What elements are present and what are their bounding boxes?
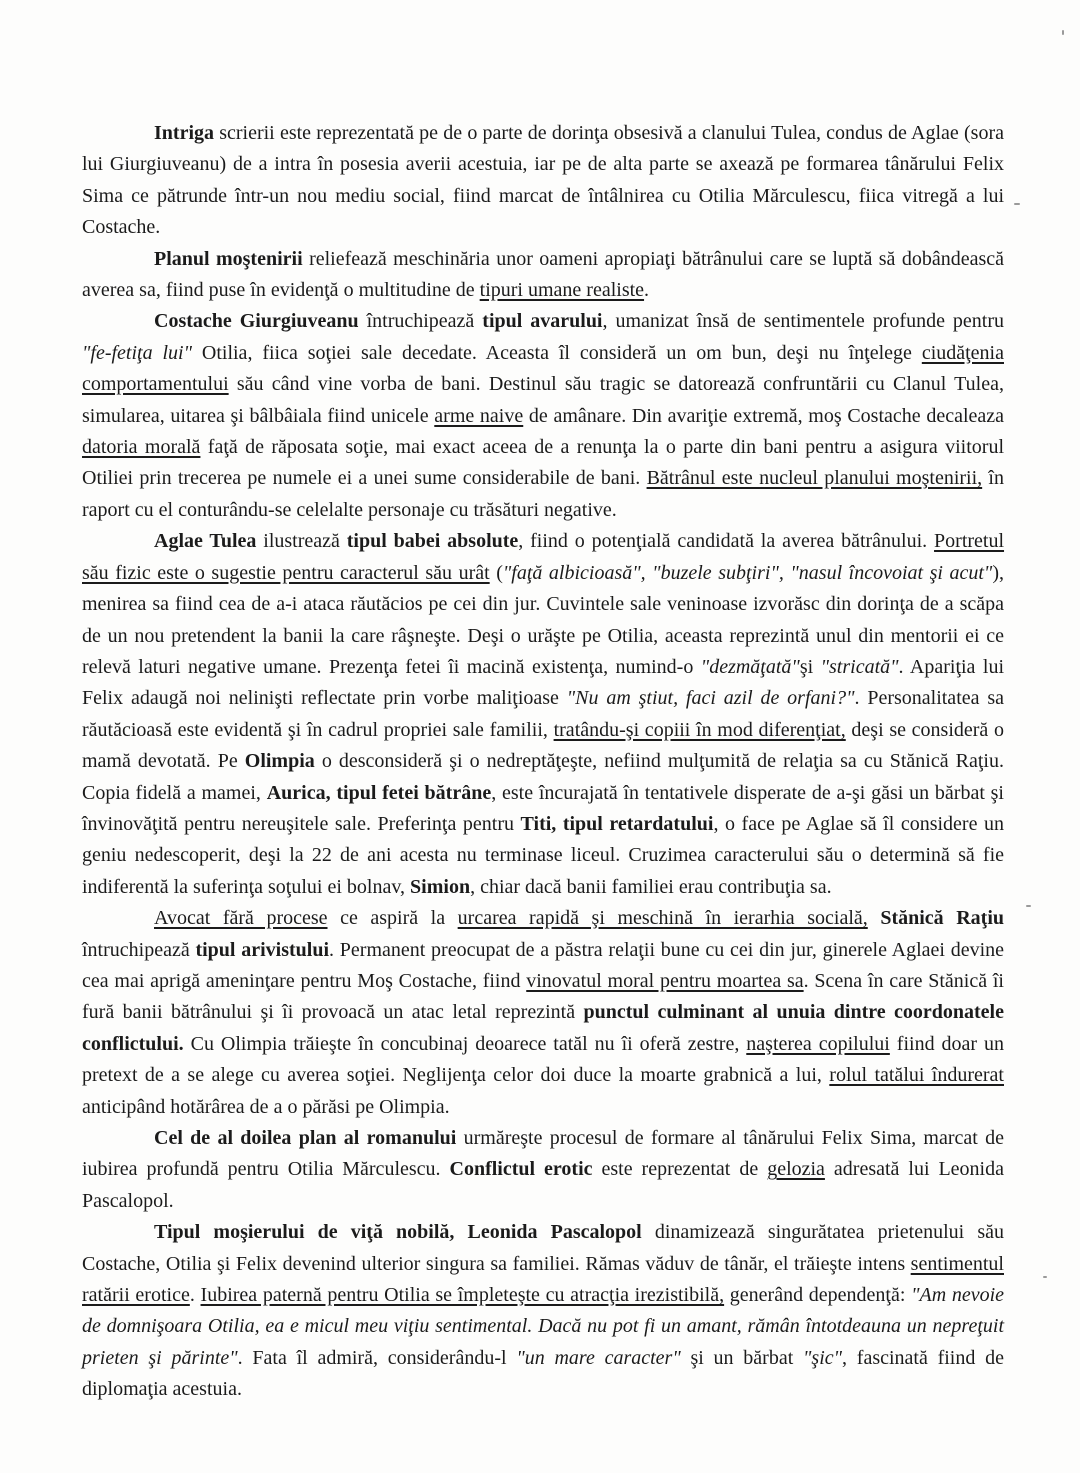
character-type: Tipul moşierului de viţă nobilă, Leonida Pascalopol [154, 1221, 642, 1244]
paragraph-stanica [82, 903, 1004, 1123]
character-name: Aglae Tulea [154, 530, 257, 553]
underlined-phrase: tratându-şi copiii în mod diferenţiat, [553, 718, 846, 741]
scan-mark [1043, 1276, 1047, 1278]
paragraph-text: deşi se consideră o mamă devotată. Pe [82, 718, 1005, 773]
character-name: Costache Giurgiuveanu [154, 310, 359, 333]
paragraph-text: întruchipează [358, 310, 483, 333]
underlined-phrase: sentimentul ratării erotice [82, 1252, 1004, 1307]
quotation: "Nu am ştiut, faci azil de orfani?" [566, 687, 855, 710]
underlined-phrase: arme naive [434, 404, 524, 427]
character-name: Simion [410, 875, 471, 898]
paragraph-text: ce aspiră la [327, 907, 458, 930]
paragraph-text: , o face pe Aglae să îl considere un geniu nedescoperit, deşi la 22 de ani acesta nu terminase liceul. Cruzimea caracterului său o determină să fie indiferentă la suferinţa soţului ei bolnav, [82, 812, 1004, 898]
paragraph-costache [82, 306, 1004, 526]
paragraph-text: , este încurajată în tentativele disperate de a-şi găsi un bărbat şi învinovăţită pentru nereuşitele sale. Preferinţa pentru [82, 781, 1004, 835]
character-type: tipul babei absolute [346, 530, 519, 553]
paragraph-text: întruchipează [82, 938, 196, 961]
document-body [82, 118, 1004, 1406]
paragraph-intriga [82, 118, 1004, 244]
underlined-phrase: Avocat fără procese [154, 907, 328, 930]
paragraph-text: ( [489, 561, 503, 584]
character-type: tipul arivistului [195, 938, 330, 961]
paragraph-text: Cu Olimpia trăieşte în concubinaj deoarece tatăl nu îi oferă zestre, [183, 1032, 747, 1055]
character-type: Aurica, tipul fetei bătrâne [266, 781, 492, 804]
underlined-phrase: datoria morală [82, 436, 201, 459]
paragraph-text: în raport cu el conturându-se celelalte personaje cu trăsături negative. [82, 467, 1004, 521]
paragraph-text: anticipând hotărârea de a o părăsi pe Olimpia. [82, 1095, 450, 1118]
term-planul-mostenirii: Planul moştenirii [154, 247, 303, 270]
paragraph-text: ilustrează [256, 530, 347, 553]
paragraph-text: faţă de răposata soţie, mai exact aceea de a renunţa la o parte din bani pentru a asigura viitorul Otiliei prin trecerea pe numele ei a unei sume considerabile de bani. [82, 436, 1005, 490]
key-phrase: punctul culminant al unuia dintre coordonatele conflictului. [82, 1001, 1004, 1055]
scan-mark [1014, 203, 1020, 205]
key-phrase: Conflictul erotic [449, 1158, 593, 1181]
character-type: Titi, tipul retardatului [520, 812, 714, 835]
paragraph-text: adresată lui Leonida Pascalopol. [82, 1158, 1004, 1212]
paragraph-pascalopol [82, 1217, 1004, 1405]
paragraph-text: reliefează meschinăria unor oameni apropiaţi bătrânului care se luptă să dobândească averea sa, fiind puse în evidenţă o multitudine de [82, 247, 1005, 302]
quotation: "stricată" [820, 655, 899, 678]
underlined-phrase: ciudăţenia comportamentului [82, 341, 1004, 396]
character-name: Olimpia [244, 750, 315, 773]
underlined-phrase: vinovatul moral pentru moartea sa [526, 969, 804, 992]
paragraph-text: de amânare. Din avariţie extremă, moş Costache decaleaza [523, 404, 1005, 427]
scan-mark [1062, 30, 1064, 35]
character-name: Stănică Raţiu [880, 907, 1004, 930]
paragraph-text: generând dependenţă: [724, 1284, 912, 1307]
paragraph-text: . [189, 1284, 201, 1307]
underlined-phrase: Portretul său fizic este o sugestie pentru caracterul său urât [82, 530, 1005, 584]
paragraph-text: şi [799, 655, 821, 678]
paragraph-text: ), menirea sa fiind cea de a-i ataca răutăcios pe cei din jur. Cuvintele sale veninoase izvorăsc din dorinţa de a scăpa de un nou pretendent la banii la care râşneşte. Deşi o urăşte pe Otilia, aceasta reprezintă unul din mentorii ei ce relevă laturi negative umane. Prezenţa fetei îi macină existenţa, numind-o [82, 561, 1004, 678]
paragraph-text: . Scena în care Stănică îi fură banii bătrânului şi îi provoacă un atac letal reprezintă [82, 969, 1004, 1024]
underlined-phrase: gelozia [767, 1158, 825, 1181]
quotation: "şic" [803, 1346, 843, 1369]
paragraph-text: scrierii este reprezentată pe de o parte de dorinţa obsesivă a clanului Tulea, condus de Aglae (sora lui Giurgiuveanu) de a intra în posesia averii acestuia, iar pe de alta parte se axează pe formarea tânărului Felix Sima ce pătrunde într-un nou mediu social, fiind marcat de întâlnirea cu Otilia Mărculescu, fiica vitregă a lui Costache. [82, 122, 1004, 239]
underlined-phrase: rolul tatălui îndurerat [829, 1064, 1004, 1087]
paragraph-text: dinamizează singurătatea prietenului său Costache, Otilia şi Felix devenind ulterior singura sa familiei. Rămas văduv de tânăr, el trăieşte intens [82, 1221, 1004, 1275]
underlined-phrase: naşterea copilului [746, 1032, 890, 1055]
paragraph-text: fiind doar un pretext de a se alege cu averea soţiei. Neglijenţa celor doi duce la moarte grabnică a lui, [82, 1032, 1004, 1087]
paragraph-text: Otilia, fiica soţiei sale decedate. Aceasta îl consideră un om bun, deşi nu înţelege [192, 341, 922, 364]
paragraph-text: urmăreşte procesul de formare al tânărului Felix Sima, marcat de iubirea profundă pentru Otilia Mărculescu. [82, 1127, 1004, 1181]
paragraph-text: şi un bărbat [680, 1346, 804, 1369]
term-intriga: Intriga [154, 122, 214, 144]
paragraph-text: . Personalitatea sa răutăcioasă este evidentă şi în cadrul propriei sale familii, [82, 687, 1004, 741]
paragraph-text: , fiind o potenţială candidată la averea bătrânului. [518, 530, 935, 553]
paragraph-text: , fascinată fiind de diplomaţia acestuia. [82, 1346, 1004, 1401]
paragraph-text [868, 907, 881, 929]
key-phrase: Cel de al doilea plan al romanului [154, 1127, 457, 1149]
scan-mark [1026, 905, 1031, 907]
paragraph-text: . Apariţia lui Felix adaugă noi nelinişti reflectate prin vorbe maliţioase [82, 655, 1005, 710]
quotation: "fe-fetiţa lui" [82, 341, 192, 364]
paragraph-text: . Fata îl admiră, considerându-l [237, 1346, 517, 1369]
underlined-phrase: urcarea rapidă şi meschină în ierarhia socială, [457, 907, 868, 930]
character-type: tipul avarului [482, 310, 603, 333]
quotation: "Am nevoie de domnişoara Otilia, ea e micul meu viţiu sentimental. Dacă nu pot fi un amant, rămân întotdeauna un nepreţuit prieten şi părinte" [82, 1284, 1005, 1369]
underlined-phrase: tipuri umane realiste [479, 279, 645, 302]
underlined-phrase: Iubirea paternă pentru Otilia se împleteşte cu atracţia irezistibilă, [200, 1284, 725, 1307]
quotation: "un mare caracter" [516, 1346, 681, 1369]
paragraph-text: o desconsideră şi o nedreptăţeşte, nefiind mulţumită de relaţia sa cu Stănică Raţiu. Copia fidelă a mamei, [82, 750, 1004, 804]
quotation: "dezmăţată" [700, 655, 800, 678]
paragraph-text: , umanizat însă de sentimentele profunde pentru [602, 310, 1004, 333]
paragraph-text: , chiar dacă banii familiei erau contribuţia sa. [470, 875, 832, 898]
paragraph-text: . [644, 279, 650, 302]
paragraph-text: este reprezentat de [592, 1158, 768, 1181]
quotation: "faţă albicioasă", "buzele subţiri", "nasul încovoiat şi acut" [502, 561, 993, 584]
paragraph-al-doilea-plan [82, 1123, 1004, 1217]
paragraph-text: . Permanent preocupat de a păstra relaţii bune cu cei din jur, ginerele Aglaei devine cea mai aprigă ameninţare pentru Moş Costache, fiind [82, 938, 1004, 992]
paragraph-aglae [82, 526, 1004, 903]
paragraph-text: său când vine vorba de bani. Destinul său tragic se datorează confruntării cu Clanul Tulea, simularea, uitarea şi bâlbâiala fiind unicele [82, 373, 1004, 427]
paragraph-planul-mostenirii [82, 244, 1004, 307]
underlined-phrase: Bătrânul este nucleul planului moştenirii, [646, 467, 983, 490]
